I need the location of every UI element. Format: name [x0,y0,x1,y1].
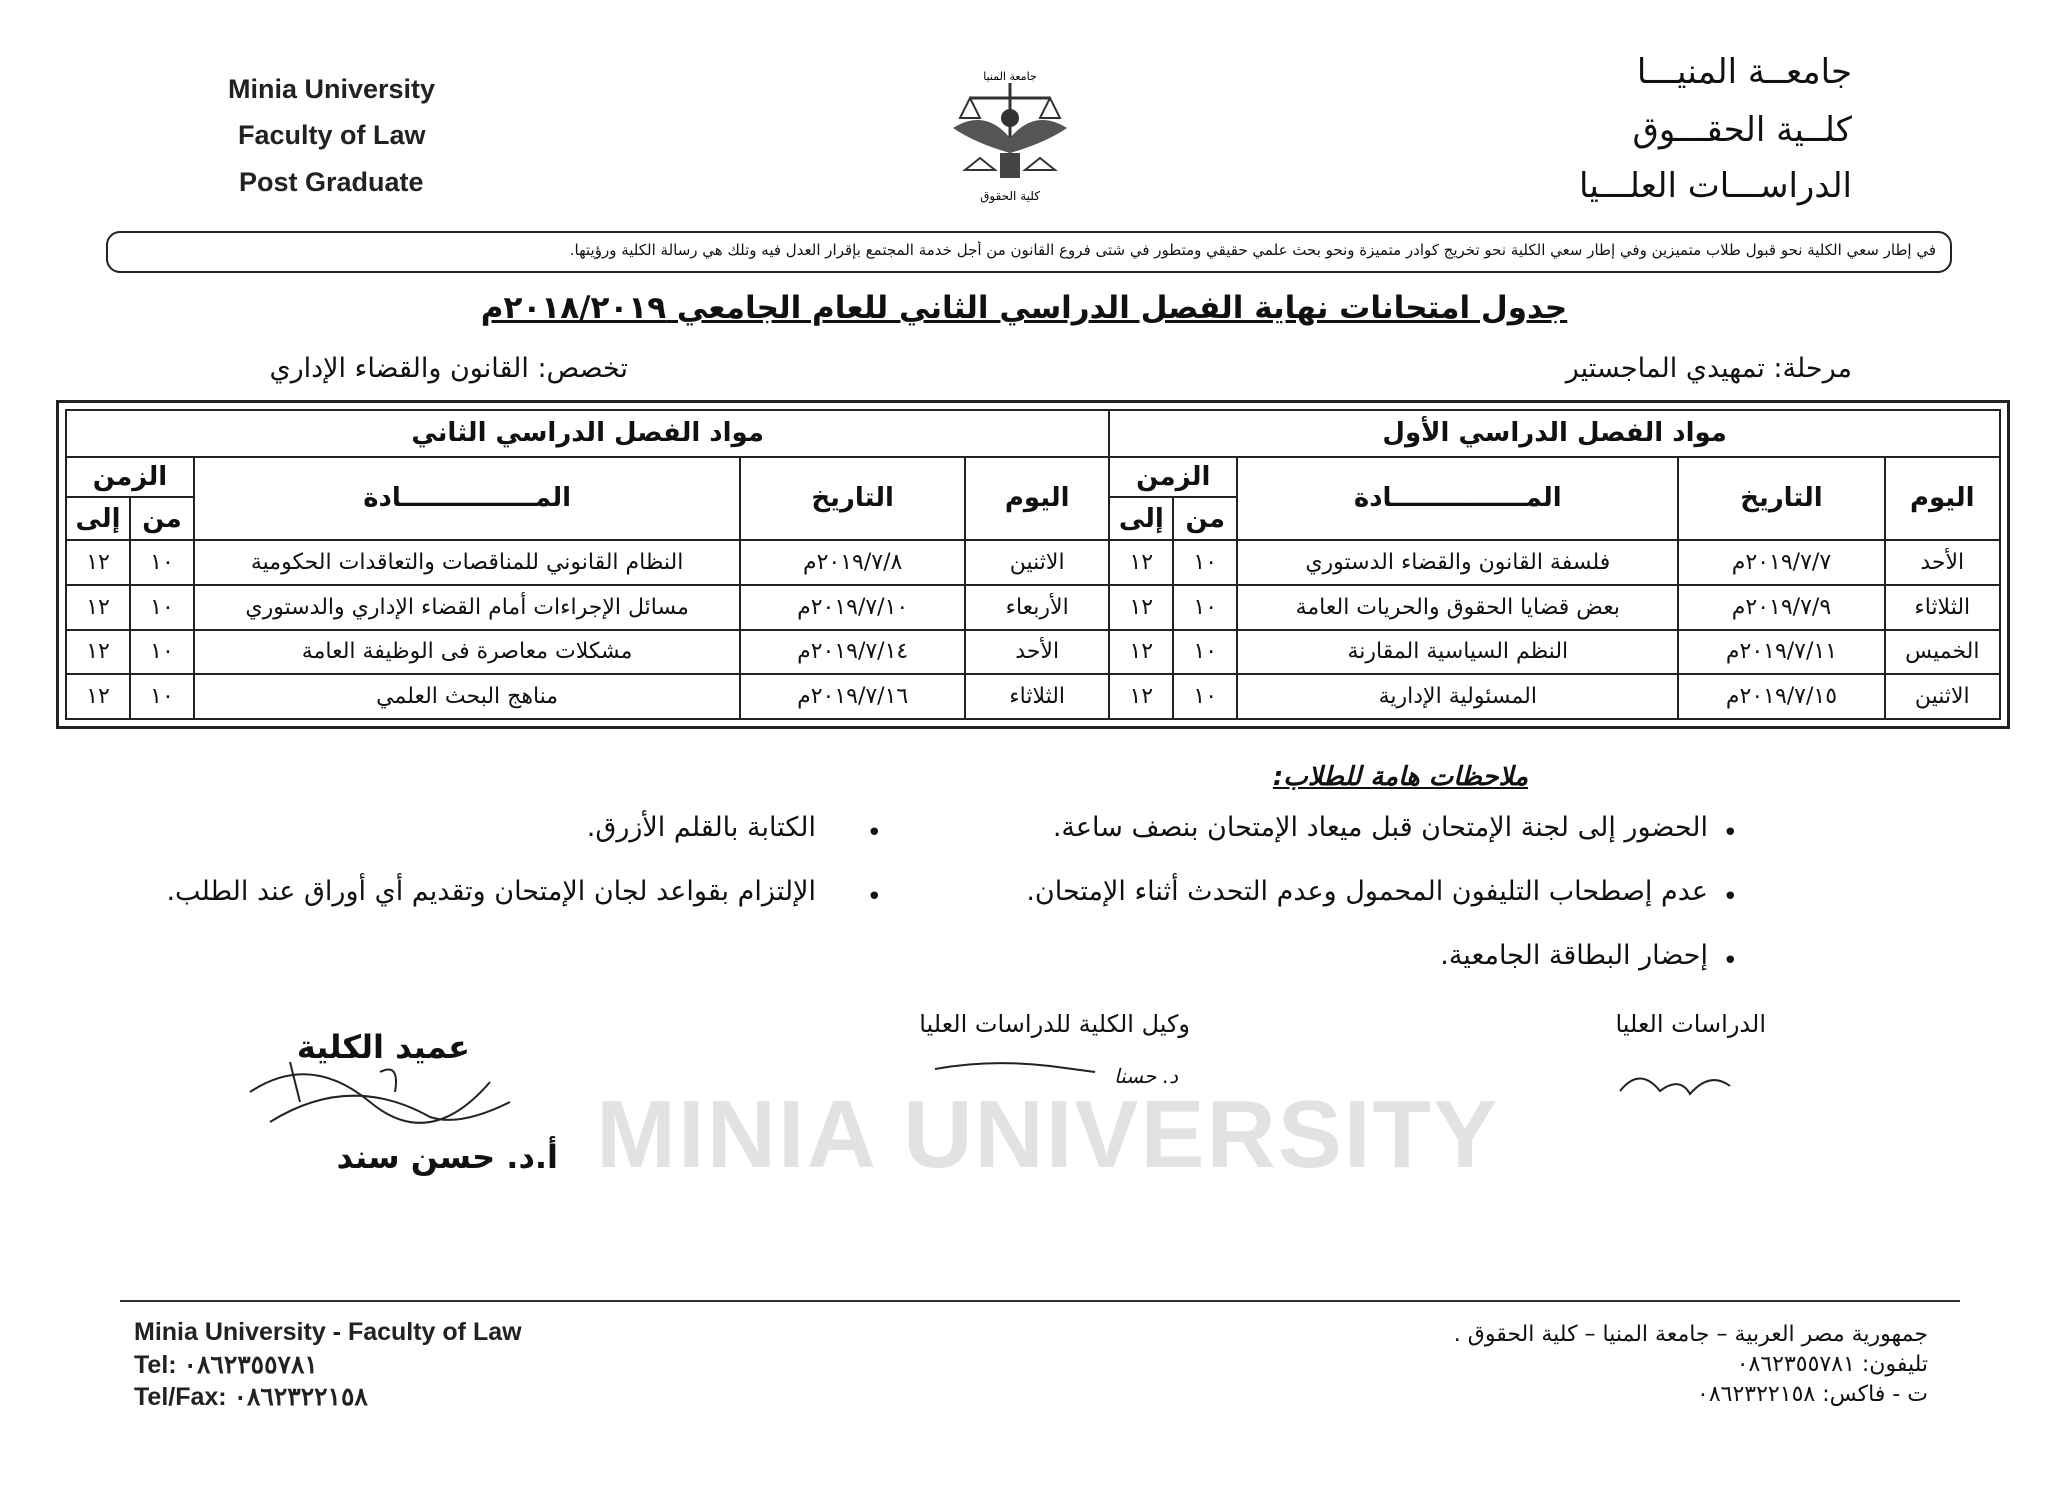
note-item: الكتابة بالقلم الأزرق. [586,812,816,843]
footer-ar-name: جمهورية مصر العربية – جامعة المنيا – كلية الحقوق . [1453,1322,1928,1347]
first-semester-header: مواد الفصل الدراسي الأول [1109,410,2000,457]
cell-s1-day: الثلاثاء [1885,585,2000,630]
col-day-2: اليوم [965,457,1109,540]
dean-signature [230,1032,530,1142]
cell-s2-date: ٢٠١٩/٧/١٤م [740,630,965,675]
cell-s1-from: ١٠ [1173,630,1237,675]
cell-s1-from: ١٠ [1173,585,1237,630]
page-title: جدول امتحانات نهاية الفصل الدراسي الثاني للعام الجامعي ٢٠١٨/٢٠١٩م [480,290,1568,326]
dean-name: أ.د. حسن سند [336,1138,558,1176]
note-item: عدم إصطحاب التليفون المحمول وعدم التحدث أثناء الإمتحان. [1026,876,1708,907]
cell-s1-to: ١٢ [1109,630,1173,675]
footer-ar-tel: تليفون: ٠٨٦٢٣٥٥٧٨١ [1736,1352,1928,1377]
table-row [66,630,2000,675]
cell-s1-subject: بعض قضايا الحقوق والحريات العامة [1237,585,1678,630]
second-semester-header: مواد الفصل الدراسي الثاني [66,410,1109,457]
cell-s1-subject: النظم السياسية المقارنة [1237,630,1678,675]
footer-en-name: Minia University - Faculty of Law [134,1318,522,1346]
col-time-1: الزمن [1109,457,1237,498]
cell-s1-to: ١٢ [1109,674,1173,719]
vice-dean-signature-line [930,1044,1100,1094]
note-item: الإلتزام بقواعد لجان الإمتحان وتقديم أي أوراق عند الطلب. [166,876,816,907]
bullet-icon: • [1722,882,1738,912]
cell-s1-subject: المسئولية الإدارية [1237,674,1678,719]
col-date-2: التاريخ [740,457,965,540]
cell-s2-date: ٢٠١٩/٧/١٦م [740,674,965,719]
col-to-1: إلى [1109,497,1173,540]
footer-en-fax: Tel/Fax: ٠٨٦٢٣٢٢١٥٨ [134,1383,368,1411]
cell-s2-to: ١٢ [66,585,130,630]
faculty-logo [945,58,1075,208]
col-subject-2: المـــــــــــــــادة [194,457,740,540]
col-subject-1: المـــــــــــــــادة [1237,457,1678,540]
col-from-2: من [130,497,194,540]
col-to-2: إلى [66,497,130,540]
cell-s2-to: ١٢ [66,674,130,719]
logo-text-bottom: كلية الحقوق [980,189,1040,203]
cell-s1-day: الخميس [1885,630,2000,675]
stage-label: مرحلة: تمهيدي الماجستير [1565,353,1852,384]
postgrad-signature [1610,1056,1740,1106]
cell-s2-from: ١٠ [130,674,194,719]
note-item: إحضار البطاقة الجامعية. [1440,940,1708,971]
cell-s2-day: الأحد [965,630,1109,675]
exam-schedule-table [56,400,2010,729]
watermark: MINIA UNIVERSITY [596,1081,1500,1188]
cell-s1-day: الاثنين [1885,674,2000,719]
header-en-department: Post Graduate [239,167,424,197]
cell-s2-from: ١٠ [130,585,194,630]
col-date-1: التاريخ [1678,457,1884,540]
cell-s1-to: ١٢ [1109,540,1173,585]
mission-statement: في إطار سعي الكلية نحو قبول طلاب متميزين وفي إطار سعي الكلية نحو تخريج كوادر متميزة ونحو بحث علمي حقيقي ومتطور في شتى فروع القانون من أجل خدمة المجتمع بإقرار العدل فيه وتلك هي رسالة الكلية ورؤيتها. [569,241,1936,259]
cell-s1-date: ٢٠١٩/٧/١١م [1678,630,1884,675]
dean-title: عميد الكلية [296,1028,470,1066]
header-en-faculty: Faculty of Law [238,120,426,150]
header-ar-department: الدراســـات العلـــيا [1578,166,1852,206]
vice-dean-signature: د. حسنا [1114,1064,1178,1088]
exam-grid [65,409,2001,720]
cell-s2-subject: مسائل الإجراءات أمام القضاء الإداري والدستوري [194,585,740,630]
table-row [66,585,2000,630]
bullet-icon: • [866,818,882,848]
header-ar-faculty: كلــية الحقـــوق [1632,110,1852,150]
header-en-university: Minia University [228,74,436,104]
cell-s2-date: ٢٠١٩/٧/٨م [740,540,965,585]
cell-s1-from: ١٠ [1173,674,1237,719]
col-from-1: من [1173,497,1237,540]
bullet-icon: • [1722,818,1738,848]
col-time-2: الزمن [66,457,194,498]
cell-s2-day: الاثنين [965,540,1109,585]
cell-s2-subject: مناهج البحث العلمي [194,674,740,719]
cell-s1-to: ١٢ [1109,585,1173,630]
mission-statement-box [106,231,1952,273]
table-row [66,540,2000,585]
cell-s1-day: الأحد [1885,540,2000,585]
cell-s1-from: ١٠ [1173,540,1237,585]
header-ar-university: جامعــة المنيـــا [1636,52,1852,92]
cell-s1-subject: فلسفة القانون والقضاء الدستوري [1237,540,1678,585]
specialization-label: تخصص: القانون والقضاء الإداري [269,353,628,384]
footer-en-tel: Tel: ٠٨٦٢٣٥٥٧٨١ [134,1351,318,1379]
cell-s2-from: ١٠ [130,540,194,585]
postgrad-office-title: الدراسات العليا [1615,1010,1766,1038]
cell-s1-date: ٢٠١٩/٧/١٥م [1678,674,1884,719]
col-day-1: اليوم [1885,457,2000,540]
footer-divider [120,1300,1960,1302]
bullet-icon: • [866,882,882,912]
table-row [66,674,2000,719]
cell-s2-to: ١٢ [66,540,130,585]
cell-s2-from: ١٠ [130,630,194,675]
note-item: الحضور إلى لجنة الإمتحان قبل ميعاد الإمتحان بنصف ساعة. [1052,812,1708,843]
footer-ar-fax: ت - فاكس: ٠٨٦٢٣٢٢١٥٨ [1697,1382,1928,1407]
cell-s1-date: ٢٠١٩/٧/٩م [1678,585,1884,630]
cell-s2-day: الأربعاء [965,585,1109,630]
notes-title: ملاحظات هامة للطلاب: [1272,762,1528,792]
cell-s1-date: ٢٠١٩/٧/٧م [1678,540,1884,585]
cell-s2-to: ١٢ [66,630,130,675]
cell-s2-date: ٢٠١٩/٧/١٠م [740,585,965,630]
bullet-icon: • [1722,946,1738,976]
logo-text-top: جامعة المنيا [983,70,1037,83]
cell-s2-subject: مشكلات معاصرة فى الوظيفة العامة [194,630,740,675]
vice-dean-title: وكيل الكلية للدراسات العليا [919,1010,1190,1038]
cell-s2-day: الثلاثاء [965,674,1109,719]
cell-s2-subject: النظام القانوني للمناقصات والتعاقدات الحكومية [194,540,740,585]
